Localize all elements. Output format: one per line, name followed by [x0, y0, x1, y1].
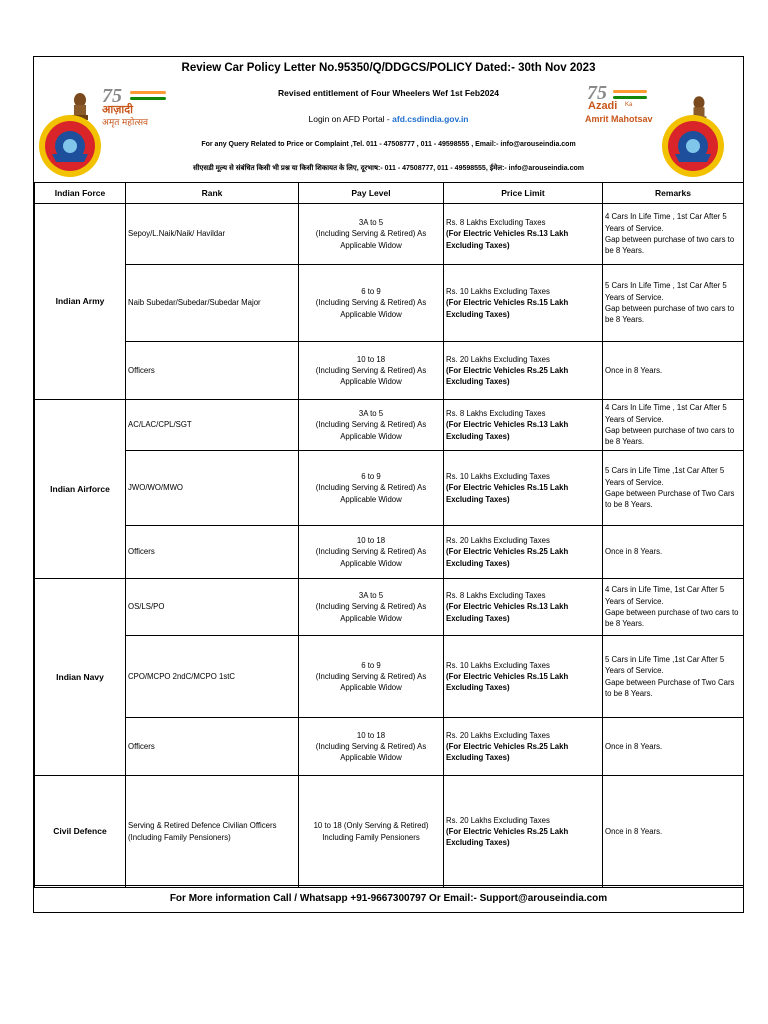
- rank-cell: CPO/MCPO 2ndC/MCPO 1stC: [126, 636, 299, 718]
- pay-level-widow: Applicable Widow: [340, 613, 402, 623]
- pay-level-cell: [299, 265, 444, 342]
- remarks-cell: [603, 400, 744, 451]
- price-limit-cell: [444, 579, 603, 636]
- price-limit-ev-note: Excluding Taxes): [446, 431, 510, 441]
- remarks-cell: [603, 265, 744, 342]
- pay-level-widow: Applicable Widow: [340, 683, 402, 693]
- price-limit-ev: (For Electric Vehicles Rs.25 Lakh: [446, 547, 569, 557]
- price-limit-ev-note: Excluding Taxes): [446, 838, 510, 848]
- remark-line-2: Gap between purchase of two cars to be 8 Years.: [605, 304, 735, 325]
- table-header-row: [35, 183, 744, 204]
- remarks-cell: [603, 776, 744, 888]
- remark-line-1: 4 Cars in Life Time, 1st Car After 5 Years of Service.: [605, 585, 725, 606]
- price-limit-cell: [444, 400, 603, 451]
- price-limit-cell: [444, 204, 603, 265]
- table-row: [35, 265, 744, 342]
- azadi-en-text3: Amrit Mahotsav: [585, 114, 653, 124]
- remarks-cell: [603, 342, 744, 400]
- remark-line-2: Gape between Purchase of Two Cars to be 8 Years.: [605, 489, 735, 510]
- table-row: [35, 204, 744, 265]
- query-contact-hindi: सीएसडी मूल्य से संबंधित किसी भी प्रश्न या किसी शिकायत के लिए, दूरभाष:- 011 - 47508777, 011 - 49598555, ईमेल:- info@arouseindia.com: [193, 165, 584, 172]
- table-row: [35, 579, 744, 636]
- table-row: [35, 342, 744, 400]
- pay-level-note: (Including Serving & Retired) As: [315, 298, 427, 308]
- remark-line-2: Gap between purchase of two cars to be 8 Years.: [605, 235, 735, 256]
- price-limit-cell: [444, 526, 603, 579]
- remark-line-2: Gap between purchase of two cars to be 8 Years.: [605, 426, 735, 447]
- pay-level-widow: Applicable Widow: [340, 753, 402, 763]
- pay-level-cell: [299, 342, 444, 400]
- pay-level-note: (Including Serving & Retired) As: [315, 365, 427, 375]
- pay-level-widow: Applicable Widow: [340, 558, 402, 568]
- table-row: [35, 776, 744, 888]
- table-row: [35, 636, 744, 718]
- pay-level-range: 10 to 18: [356, 536, 386, 546]
- rank-cell: Officers: [126, 526, 299, 579]
- price-limit-ev-note: Excluding Taxes): [446, 558, 510, 568]
- remark-line-1: 5 Cars in Life Time ,1st Car After 5 Years of Service.: [605, 466, 725, 487]
- header-indian-force: Indian Force: [35, 183, 126, 204]
- force-cell: Indian Army: [35, 204, 126, 400]
- price-limit-base: Rs. 10 Lakhs Excluding Taxes: [446, 472, 550, 482]
- rank-cell: AC/LAC/CPL/SGT: [126, 400, 299, 451]
- table-row: [35, 451, 744, 526]
- rank-cell: Sepoy/L.Naik/Naik/ Havildar: [126, 204, 299, 265]
- price-limit-ev: (For Electric Vehicles Rs.15 Lakh: [446, 483, 569, 493]
- price-limit-ev-note: Excluding Taxes): [446, 683, 510, 693]
- afd-portal-link[interactable]: afd.csdindia.gov.in: [392, 114, 469, 124]
- force-cell: Indian Navy: [35, 579, 126, 776]
- price-limit-base: Rs. 8 Lakhs Excluding Taxes: [446, 409, 546, 419]
- header-rank: Rank: [126, 183, 299, 204]
- login-line: [34, 114, 743, 124]
- pay-level-cell: [299, 204, 444, 265]
- price-limit-base: Rs. 20 Lakhs Excluding Taxes: [446, 354, 550, 364]
- pay-level-widow: Applicable Widow: [340, 309, 402, 319]
- pay-level-cell: [299, 718, 444, 776]
- remark-line-2: Gape between purchase of two cars to be 8 Years.: [605, 608, 739, 629]
- remark-line-1: Once in 8 Years.: [605, 826, 663, 836]
- letter-title: Review Car Policy Letter No.95350/Q/DDGCS/POLICY Dated:- 30th Nov 2023: [181, 62, 596, 74]
- rank-cell: Naib Subedar/Subedar/Subedar Major: [126, 265, 299, 342]
- rank-cell: Serving & Retired Defence Civilian Officers (Including Family Pensioners): [126, 776, 299, 888]
- azadi-hindi-text2: अमृत महोत्सव: [102, 117, 149, 127]
- price-limit-cell: [444, 265, 603, 342]
- price-limit-ev: (For Electric Vehicles Rs.25 Lakh: [446, 741, 569, 751]
- rank-cell: JWO/WO/MWO: [126, 451, 299, 526]
- price-limit-cell: [444, 342, 603, 400]
- pay-level-widow: Applicable Widow: [340, 494, 402, 504]
- remarks-cell: [603, 204, 744, 265]
- remark-line-1: Once in 8 Years.: [605, 365, 663, 375]
- force-cell: Civil Defence: [35, 776, 126, 888]
- table-body: [35, 204, 744, 888]
- remark-line-1: 5 Cars in Life Time ,1st Car After 5 Years of Service.: [605, 654, 725, 676]
- pay-level-cell: [299, 579, 444, 636]
- rank-cell: Officers: [126, 718, 299, 776]
- price-limit-ev: (For Electric Vehicles Rs.25 Lakh: [446, 826, 569, 836]
- remark-line-1: 5 Cars In Life Time , 1st Car After 5 Years of Service.: [605, 281, 727, 302]
- pay-level-range: 10 to 18 (Only Serving & Retired): [313, 821, 429, 831]
- pay-level-cell: [299, 636, 444, 718]
- azadi-badge-left: 75: [102, 85, 122, 107]
- remark-line-2: Gape between Purchase of Two Cars to be 8 Years.: [605, 677, 735, 698]
- pay-level-widow: Applicable Widow: [340, 240, 402, 250]
- pay-level-cell: [299, 776, 444, 888]
- price-limit-cell: [444, 451, 603, 526]
- remark-line-1: 4 Cars In Life Time , 1st Car After 5 Years of Service.: [605, 212, 727, 233]
- pay-level-note: (Including Serving & Retired) As: [315, 741, 427, 751]
- force-cell: Indian Airforce: [35, 400, 126, 579]
- remarks-cell: [603, 636, 744, 718]
- price-limit-cell: [444, 776, 603, 888]
- remarks-cell: [603, 718, 744, 776]
- remarks-cell: [603, 526, 744, 579]
- letter-subtitle: Revised entitlement of Four Wheelers Wef 1st Feb2024: [278, 88, 499, 98]
- price-limit-base: Rs. 8 Lakhs Excluding Taxes: [446, 218, 546, 228]
- price-limit-ev-note: Excluding Taxes): [446, 377, 510, 387]
- price-limit-ev-note: Excluding Taxes): [446, 240, 510, 250]
- entitlement-table: [34, 182, 744, 888]
- pay-level-note: Including Family Pensioners: [322, 832, 420, 842]
- price-limit-ev: (For Electric Vehicles Rs.15 Lakh: [446, 671, 569, 681]
- price-limit-ev: (For Electric Vehicles Rs.13 Lakh: [446, 420, 569, 430]
- price-limit-ev-note: Excluding Taxes): [446, 753, 510, 763]
- price-limit-cell: [444, 718, 603, 776]
- price-limit-ev: (For Electric Vehicles Rs.13 Lakh: [446, 229, 569, 239]
- pay-level-note: (Including Serving & Retired) As: [315, 483, 427, 493]
- pay-level-range: 10 to 18: [356, 354, 386, 364]
- document-frame: [33, 56, 744, 913]
- pay-level-range: 6 to 9: [361, 472, 381, 482]
- table-row: [35, 718, 744, 776]
- remarks-cell: [603, 579, 744, 636]
- pay-level-cell: [299, 400, 444, 451]
- azadi-en-text1: Azadi: [588, 100, 618, 112]
- azadi-hindi-text1: आज़ादी: [102, 104, 133, 116]
- price-limit-ev-note: Excluding Taxes): [446, 494, 510, 504]
- pay-level-widow: Applicable Widow: [340, 377, 402, 387]
- price-limit-ev-note: Excluding Taxes): [446, 613, 510, 623]
- pay-level-range: 3A to 5: [358, 218, 384, 228]
- price-limit-ev-note: Excluding Taxes): [446, 309, 510, 319]
- pay-level-range: 10 to 18: [356, 730, 386, 740]
- azadi-en-text2: Ka: [625, 102, 633, 108]
- pay-level-range: 6 to 9: [361, 287, 381, 297]
- pay-level-widow: Applicable Widow: [340, 431, 402, 441]
- pay-level-note: (Including Serving & Retired) As: [315, 671, 427, 681]
- rank-cell: Officers: [126, 342, 299, 400]
- azadi-badge-right: 75: [587, 82, 607, 104]
- pay-level-range: 3A to 5: [358, 409, 384, 419]
- price-limit-base: Rs. 20 Lakhs Excluding Taxes: [446, 730, 550, 740]
- table-row: [35, 526, 744, 579]
- footer-contact: For More information Call / Whatsapp +91-9667300797 Or Email:- Support@arouseindia.com: [34, 885, 743, 912]
- pay-level-note: (Including Serving & Retired) As: [315, 547, 427, 557]
- price-limit-cell: [444, 636, 603, 718]
- price-limit-base: Rs. 10 Lakhs Excluding Taxes: [446, 287, 550, 297]
- price-limit-ev: (For Electric Vehicles Rs.25 Lakh: [446, 365, 569, 375]
- price-limit-base: Rs. 10 Lakhs Excluding Taxes: [446, 660, 550, 670]
- price-limit-ev: (For Electric Vehicles Rs.15 Lakh: [446, 298, 569, 308]
- pay-level-note: (Including Serving & Retired) As: [315, 229, 427, 239]
- pay-level-note: (Including Serving & Retired) As: [315, 420, 427, 430]
- login-prefix: Login on AFD Portal -: [308, 114, 393, 124]
- price-limit-base: Rs. 20 Lakhs Excluding Taxes: [446, 536, 550, 546]
- pay-level-cell: [299, 451, 444, 526]
- price-limit-base: Rs. 8 Lakhs Excluding Taxes: [446, 591, 546, 601]
- remarks-cell: [603, 451, 744, 526]
- pay-level-range: 3A to 5: [358, 591, 384, 601]
- price-limit-ev: (For Electric Vehicles Rs.13 Lakh: [446, 602, 569, 612]
- header-remarks: Remarks: [603, 183, 744, 204]
- pay-level-range: 6 to 9: [361, 660, 381, 670]
- rank-cell: OS/LS/PO: [126, 579, 299, 636]
- remark-line-1: Once in 8 Years.: [605, 547, 663, 557]
- remark-line-1: Once in 8 Years.: [605, 741, 663, 751]
- pay-level-cell: [299, 526, 444, 579]
- pay-level-note: (Including Serving & Retired) As: [315, 602, 427, 612]
- price-limit-base: Rs. 20 Lakhs Excluding Taxes: [446, 815, 550, 825]
- remark-line-1: 4 Cars In Life Time , 1st Car After 5 Years of Service.: [605, 403, 727, 424]
- header-pay-level: Pay Level: [299, 183, 444, 204]
- header-price-limit: Price Limit: [444, 183, 603, 204]
- query-contact-line: For any Query Related to Price or Complaint ,Tel. 011 - 47508777 , 011 - 49598555 , Email:- info@arouseindia.com: [201, 141, 576, 148]
- table-row: [35, 400, 744, 451]
